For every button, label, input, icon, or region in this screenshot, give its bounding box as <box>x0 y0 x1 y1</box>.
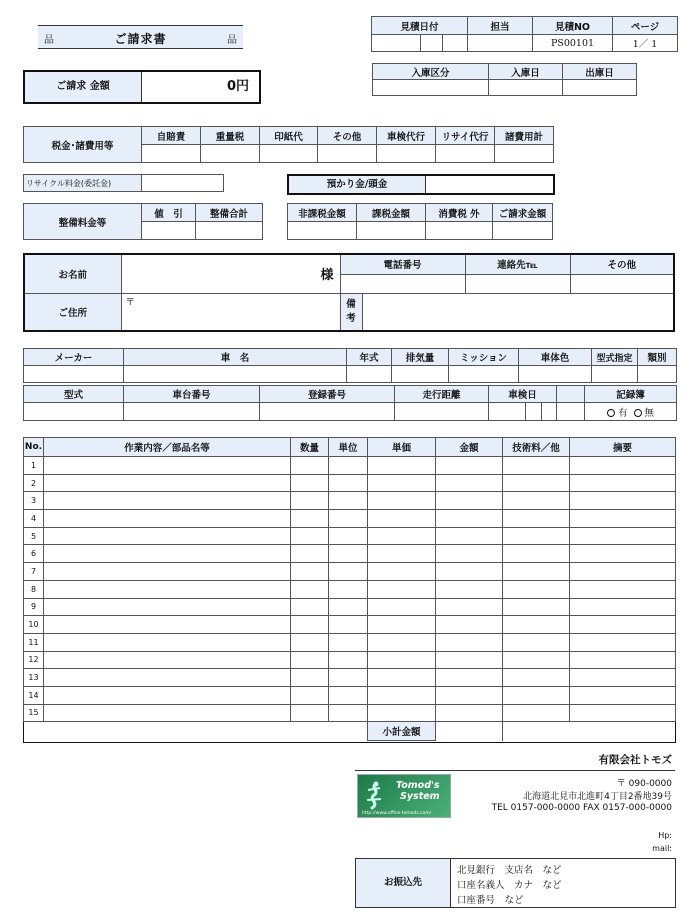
item-cell <box>503 563 570 581</box>
item-cell <box>570 492 676 510</box>
item-cell <box>44 492 291 510</box>
items-description-header: 作業内容／部品名等 <box>44 438 291 457</box>
inspection-date-label: 車検日 <box>489 386 557 403</box>
fee-column-stamp: 印紙代 <box>260 127 318 145</box>
item-cell <box>436 457 503 475</box>
item-row-number: 6 <box>24 545 44 563</box>
item-cell <box>44 580 291 598</box>
item-cell <box>436 669 503 687</box>
table-row <box>24 598 676 616</box>
logo-text-1: Tomod's <box>396 780 440 791</box>
classification-label: 類別 <box>638 349 677 366</box>
item-cell <box>291 616 329 634</box>
item-cell <box>503 457 570 475</box>
vehicle-type-label: 型式 <box>24 386 124 403</box>
item-cell <box>291 474 329 492</box>
item-cell <box>368 510 436 528</box>
items-tech-fee-header: 技術料／他 <box>503 438 570 457</box>
remarks-label: 備 考 <box>340 293 362 330</box>
item-row-number: 1 <box>24 457 44 475</box>
item-row-number: 12 <box>24 651 44 669</box>
remarks-value <box>362 293 673 330</box>
customer-section <box>23 253 675 332</box>
registration-number-label: 登録番号 <box>260 386 395 403</box>
invoice-title-box <box>38 25 243 49</box>
table-row <box>24 686 676 704</box>
item-cell <box>329 598 368 616</box>
bank-line-1: 北見銀行 支店名 など <box>457 865 562 876</box>
item-cell <box>436 580 503 598</box>
table-row <box>24 563 676 581</box>
item-cell <box>44 510 291 528</box>
item-cell <box>570 669 676 687</box>
items-amount-header: 金額 <box>436 438 503 457</box>
item-cell <box>436 563 503 581</box>
model-year-label: 年式 <box>347 349 392 366</box>
stock-header-table <box>372 63 637 96</box>
item-cell <box>291 527 329 545</box>
company-name: 有限会社トモズ <box>598 754 672 766</box>
items-section <box>23 437 676 743</box>
item-cell <box>368 457 436 475</box>
item-cell <box>436 633 503 651</box>
item-cell <box>368 474 436 492</box>
item-cell <box>291 704 329 722</box>
table-row <box>24 457 676 475</box>
item-cell <box>368 563 436 581</box>
record-book-label: 記録簿 <box>585 386 677 403</box>
item-row-number: 14 <box>24 686 44 704</box>
company-hp: Hp: <box>658 831 672 840</box>
recycle-table <box>23 174 224 192</box>
item-cell <box>436 598 503 616</box>
item-cell <box>503 492 570 510</box>
item-cell <box>329 580 368 598</box>
item-row-number: 13 <box>24 669 44 687</box>
vehicle-table-1 <box>23 348 677 383</box>
item-cell <box>44 563 291 581</box>
vehicle-table-2 <box>23 385 677 421</box>
item-cell <box>291 686 329 704</box>
item-cell <box>503 598 570 616</box>
stock-out-date-label: 出庫日 <box>563 64 637 80</box>
table-row <box>24 545 676 563</box>
item-cell <box>570 580 676 598</box>
company-address: 北海道北見市北進町4丁目2番地39号 <box>523 792 672 802</box>
table-row <box>24 492 676 510</box>
item-cell <box>503 527 570 545</box>
body-color-label: 車体色 <box>519 349 592 366</box>
table-row <box>24 616 676 634</box>
items-unit-price-header: 単価 <box>368 438 436 457</box>
contact-label: 連絡先℡ <box>465 255 570 274</box>
logo-url: http://www.office-tomods.com/ <box>362 811 432 816</box>
taxable-label: 課税金額 <box>357 204 426 222</box>
item-cell <box>291 457 329 475</box>
item-cell <box>503 474 570 492</box>
item-cell <box>503 616 570 634</box>
item-cell <box>503 633 570 651</box>
table-row <box>24 669 676 687</box>
item-cell <box>44 527 291 545</box>
recycle-label: リサイクル料金(委託金) <box>24 175 142 192</box>
fee-column-inspection-agency: 車検代行 <box>377 127 436 145</box>
fee-column-weight-tax: 重量税 <box>201 127 260 145</box>
address-label: ご住所 <box>25 293 121 330</box>
phone-label: 電話番号 <box>340 255 465 274</box>
item-cell <box>436 704 503 722</box>
invoice-amount-label: ご請求 金額 <box>25 72 142 102</box>
page-value: 1／ 1 <box>613 35 678 52</box>
tax-fees-label: 税金･諸費用等 <box>24 127 142 163</box>
item-cell <box>329 669 368 687</box>
item-cell <box>368 545 436 563</box>
item-row-number: 5 <box>24 527 44 545</box>
item-cell <box>329 457 368 475</box>
fee-column-jibaiseki: 自賠責 <box>142 127 201 145</box>
item-cell <box>44 633 291 651</box>
items-unit-header: 単位 <box>329 438 368 457</box>
item-cell <box>570 704 676 722</box>
table-row <box>24 633 676 651</box>
sitemap-icon: 品 <box>227 35 237 46</box>
item-cell <box>570 598 676 616</box>
stock-in-date-label: 入庫日 <box>489 64 563 80</box>
item-cell <box>291 669 329 687</box>
fee-column-total: 諸費用計 <box>495 127 554 145</box>
item-cell <box>291 545 329 563</box>
consumption-tax-label: 消費税 外 <box>426 204 493 222</box>
item-cell <box>44 704 291 722</box>
transmission-label: ミッション <box>449 349 519 366</box>
estimate-no-value: PS00101 <box>533 35 613 52</box>
table-row <box>24 704 676 722</box>
item-cell <box>570 651 676 669</box>
table-row <box>24 474 676 492</box>
item-row-number: 4 <box>24 510 44 528</box>
item-cell <box>291 563 329 581</box>
item-cell <box>329 651 368 669</box>
item-cell <box>329 510 368 528</box>
item-cell <box>329 563 368 581</box>
item-cell <box>436 651 503 669</box>
item-cell <box>570 563 676 581</box>
item-cell <box>436 545 503 563</box>
item-cell <box>570 633 676 651</box>
item-cell <box>436 686 503 704</box>
item-cell <box>436 492 503 510</box>
item-cell <box>291 633 329 651</box>
bank-line-3: 口座番号 など <box>457 895 524 906</box>
invoice-title: ご請求書 <box>114 32 167 46</box>
item-cell <box>436 510 503 528</box>
item-cell <box>436 616 503 634</box>
maintenance-table <box>23 203 263 240</box>
table-row <box>24 651 676 669</box>
estimate-header-table <box>371 16 678 52</box>
discount-label: 値 引 <box>142 204 196 222</box>
item-cell <box>329 492 368 510</box>
record-book-options: 有 無 <box>585 403 677 421</box>
item-cell <box>368 633 436 651</box>
fee-column-recycle-agency: リサイ代行 <box>436 127 495 145</box>
subtotal-label: 小計金額 <box>368 722 436 741</box>
bank-line-2: 口座名義人 カナ など <box>457 880 562 891</box>
items-quantity-header: 数量 <box>291 438 329 457</box>
sitemap-icon: 品 <box>44 35 54 46</box>
other-contact-label: その他 <box>570 255 673 274</box>
maker-label: メーカー <box>24 349 124 366</box>
item-cell <box>503 686 570 704</box>
deposit-label: 預かり金/頭金 <box>289 176 426 193</box>
type-designation-label: 型式指定 <box>592 349 638 366</box>
company-logo <box>357 774 451 818</box>
item-row-number: 10 <box>24 616 44 634</box>
record-yes-radio[interactable] <box>607 409 615 417</box>
item-row-number: 9 <box>24 598 44 616</box>
record-no-radio[interactable] <box>634 409 642 417</box>
customer-table <box>25 255 673 330</box>
item-row-number: 7 <box>24 563 44 581</box>
item-cell <box>570 474 676 492</box>
page-label: ページ <box>613 17 678 35</box>
item-cell <box>570 457 676 475</box>
item-cell <box>368 527 436 545</box>
item-cell <box>436 474 503 492</box>
mileage-label: 走行距離 <box>395 386 489 403</box>
non-taxable-label: 非課税金額 <box>288 204 357 222</box>
chassis-number-label: 車台番号 <box>124 386 260 403</box>
deposit-box <box>287 174 555 195</box>
item-cell <box>503 704 570 722</box>
item-cell <box>329 686 368 704</box>
invoice-amount-box <box>23 70 261 104</box>
logo-text-2: System <box>400 791 440 802</box>
item-cell <box>570 527 676 545</box>
totals-table <box>287 203 553 240</box>
items-note-header: 摘要 <box>570 438 676 457</box>
displacement-label: 排気量 <box>392 349 449 366</box>
honorific-sama: 様 <box>121 255 340 293</box>
company-divider <box>355 770 675 771</box>
item-cell <box>44 457 291 475</box>
item-cell <box>291 598 329 616</box>
postal-mark: 〒 <box>121 293 340 330</box>
item-cell <box>570 616 676 634</box>
item-cell <box>291 580 329 598</box>
item-cell <box>329 633 368 651</box>
stock-type-label: 入庫区分 <box>373 64 489 80</box>
fee-column-other: その他 <box>318 127 377 145</box>
table-row <box>24 580 676 598</box>
item-cell <box>44 474 291 492</box>
item-cell <box>44 669 291 687</box>
items-table <box>23 437 676 741</box>
item-cell <box>44 598 291 616</box>
item-cell <box>44 545 291 563</box>
table-row <box>24 527 676 545</box>
item-cell <box>291 651 329 669</box>
item-cell <box>329 616 368 634</box>
bank-label: お振込先 <box>356 859 451 907</box>
item-cell <box>368 616 436 634</box>
item-cell <box>436 527 503 545</box>
item-cell <box>368 669 436 687</box>
item-row-number: 2 <box>24 474 44 492</box>
item-cell <box>329 545 368 563</box>
item-cell <box>329 474 368 492</box>
invoice-total-label: ご請求金額 <box>493 204 553 222</box>
customer-name-label: お名前 <box>25 255 121 293</box>
estimate-no-label: 見積NO <box>533 17 613 35</box>
maintenance-label: 整備料金等 <box>24 204 142 240</box>
item-cell <box>291 492 329 510</box>
bank-box <box>355 858 676 908</box>
item-cell <box>570 545 676 563</box>
company-mail: mail: <box>652 844 672 853</box>
company-tel-fax: TEL 0157-000-0000 FAX 0157-000-0000 <box>491 803 672 813</box>
item-cell <box>503 545 570 563</box>
item-row-number: 3 <box>24 492 44 510</box>
item-cell <box>503 510 570 528</box>
item-cell <box>44 651 291 669</box>
invoice-amount-value: 0円 <box>226 79 249 94</box>
item-cell <box>329 704 368 722</box>
item-cell <box>44 686 291 704</box>
item-cell <box>570 686 676 704</box>
item-cell <box>503 669 570 687</box>
item-cell <box>329 527 368 545</box>
item-row-number: 11 <box>24 633 44 651</box>
tax-fees-table <box>23 126 554 163</box>
estimate-date-label: 見積日付 <box>372 17 468 35</box>
item-cell <box>368 492 436 510</box>
item-row-number: 15 <box>24 704 44 722</box>
item-row-number: 8 <box>24 580 44 598</box>
staff-label: 担当 <box>468 17 533 35</box>
table-row <box>24 510 676 528</box>
lizard-logo-icon <box>362 781 390 811</box>
item-cell <box>368 686 436 704</box>
item-cell <box>368 651 436 669</box>
item-cell <box>503 651 570 669</box>
items-no-header: No. <box>24 438 44 457</box>
item-cell <box>503 580 570 598</box>
maintenance-total-label: 整備合計 <box>196 204 263 222</box>
item-cell <box>368 704 436 722</box>
item-cell <box>368 580 436 598</box>
item-cell <box>570 510 676 528</box>
item-cell <box>291 510 329 528</box>
company-postal: 〒 090-0000 <box>616 779 672 789</box>
item-cell <box>44 616 291 634</box>
item-cell <box>368 598 436 616</box>
car-name-label: 車 名 <box>124 349 347 366</box>
